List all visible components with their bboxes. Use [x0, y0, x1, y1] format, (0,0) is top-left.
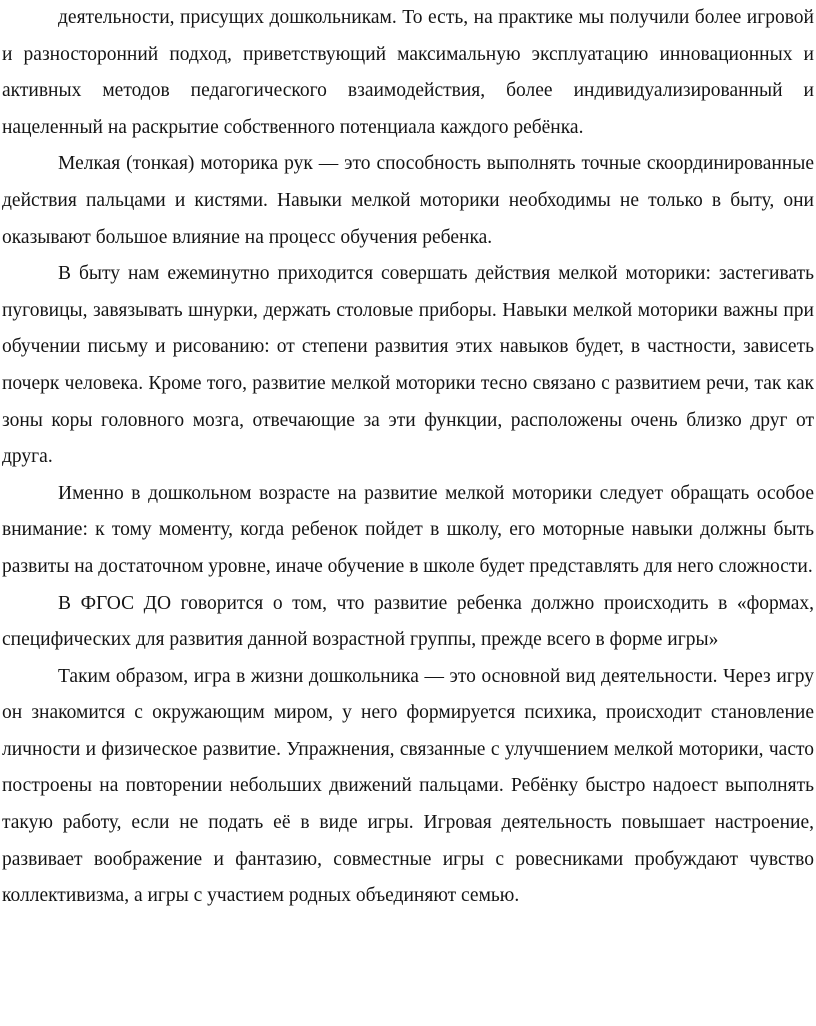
paragraph-play-activity: Таким образом, игра в жизни дошкольника — это основной вид деятельности. Через игру он знакомится с окружающим миром, у него формируется психика, происходит становление личности и физическое развитие. Упражнения, связанные с улучшением мелкой моторики, часто построены на повторении небольших движений пальцами. Ребёнку быстро надоест выполнять такую работу, если не подать её в виде игры. Игровая деятельность повышает настроение, развивает воображение и фантазию, совместные игры с ровесниками пробуждают чувство коллективизма, а игры с участием родных объединяют семью. [2, 665, 814, 907]
paragraph-fine-motor-definition: Мелкая (тонкая) моторика рук — это способность выполнять точные скоординированные действия пальцами и кистями. Навыки мелкой моторики необходимы не только в быту, они оказывают большое влияние на процесс обучения ребенка. [2, 153, 814, 248]
paragraph-preschool-age: Именно в дошкольном возрасте на развитие мелкой моторики следует обращать особое внимание: к тому моменту, когда ребенок пойдет в школу, его моторные навыки должны быть развиты на достаточном уровне, иначе обучение в школе будет представлять для него сложности. [2, 482, 814, 577]
paragraph-fgos-quote: В ФГОС ДО говорится о том, что развитие ребенка должно происходить в «формах, специфических для развития данной возрастной группы, прежде всего в форме игры» [2, 592, 814, 651]
paragraph-continuation: деятельности, присущих дошкольникам. То есть, на практике мы получили более игровой и разносторонний подход, приветствующий максимальную эксплуатацию инновационных и активных методов педагогического взаимодействия, более индивидуализированный и нацеленный на раскрытие собственного потенциала каждого ребёнка. [2, 7, 814, 138]
paragraph-daily-life: В быту нам ежеминутно приходится совершать действия мелкой моторики: застегивать пуговицы, завязывать шнурки, держать столовые приборы. Навыки мелкой моторики важны при обучении письму и рисованию: от степени развития этих навыков будет, в частности, зависеть почерк человека. Кроме того, развитие мелкой моторики тесно связано с развитием речи, так как зоны коры головного мозга, отвечающие за эти функции, расположены очень близко друг от друга. [2, 263, 814, 468]
